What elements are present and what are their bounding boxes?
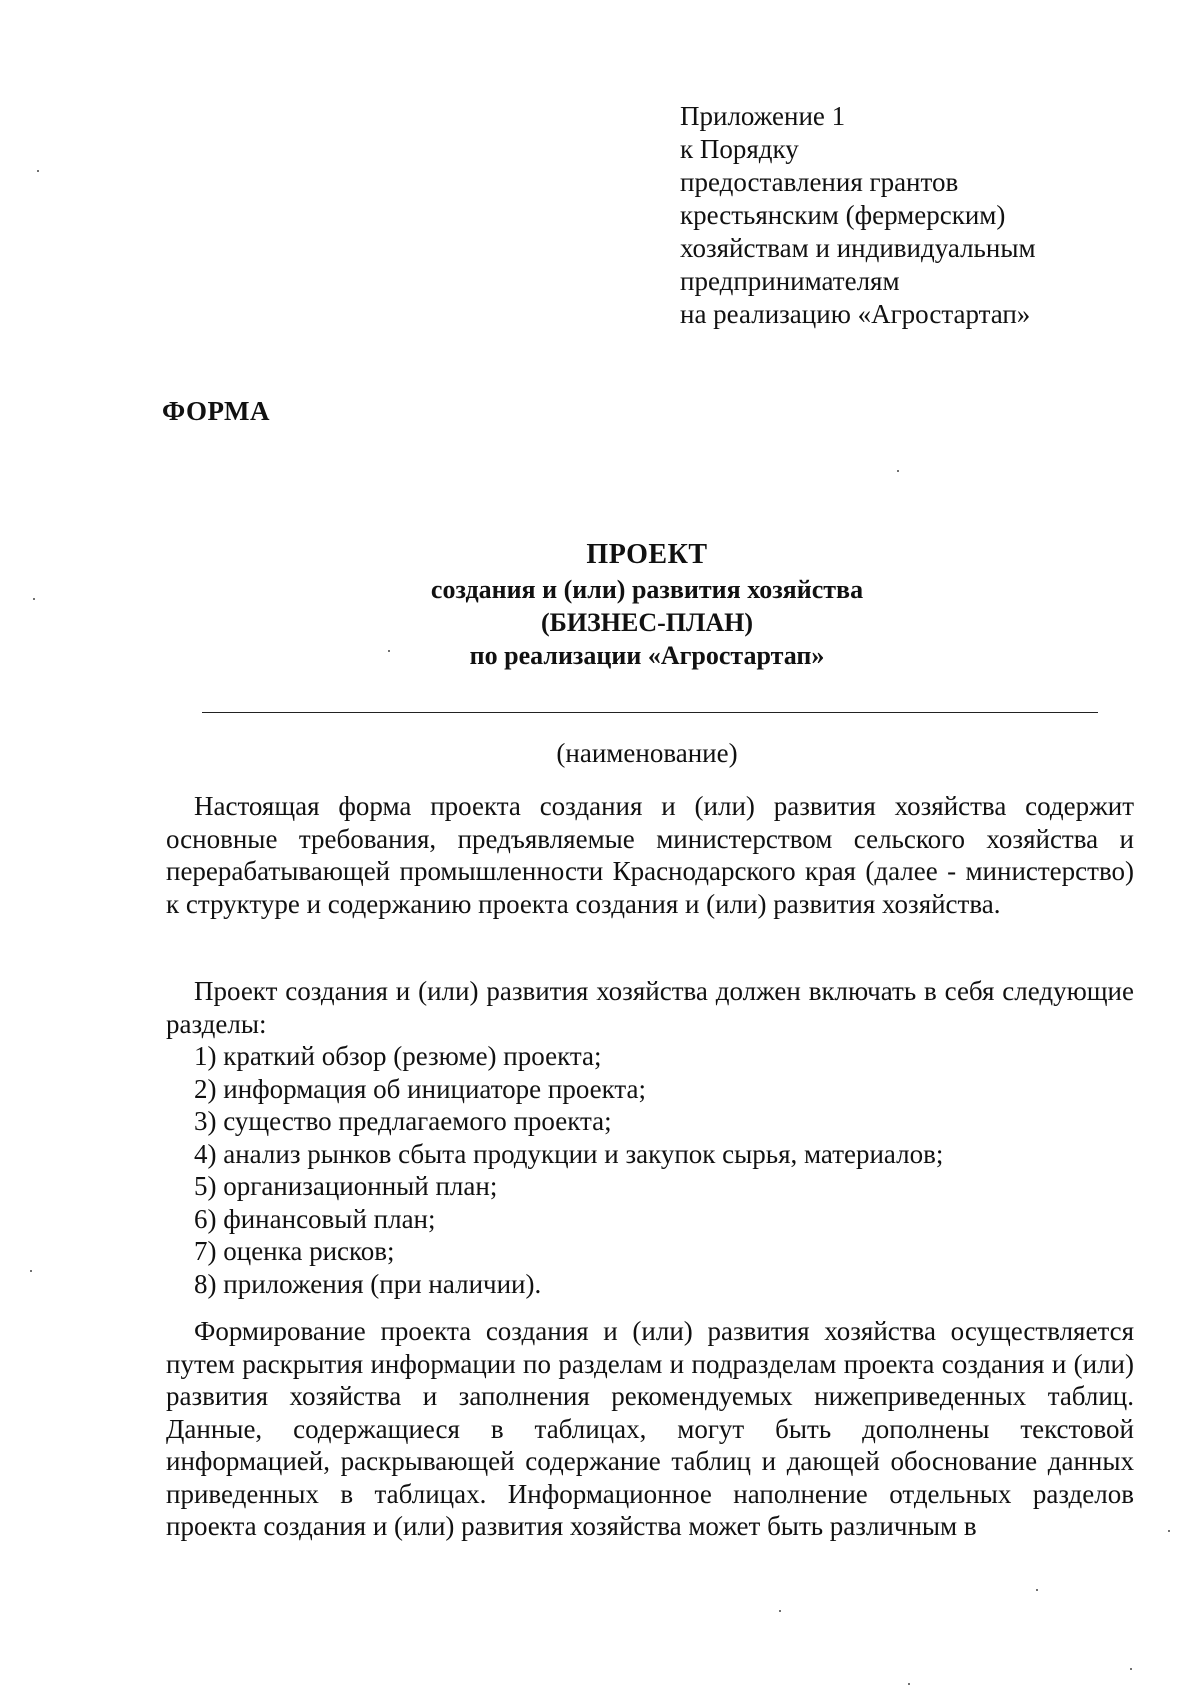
sections-list [194, 1040, 943, 1300]
scan-speck [908, 1683, 910, 1685]
list-item: 5) организационный план; [194, 1171, 498, 1201]
form-label: ФОРМА [162, 396, 270, 426]
scan-speck [1130, 1668, 1132, 1670]
list-item: 7) оценка рисков; [194, 1236, 395, 1266]
formation-paragraph: Формирование проекта создания и (или) развития хозяйства осуществляется путем раскрытия информации по разделам и подразделам проекта создания и (или) развития хозяйства и заполнения рекомендуемых нижеприведенных таблиц. Данные, содержащиеся в таблицах, могут быть дополнены текстовой информацией, раскрывающей содержание таблиц и дающей обоснование данных приведенных в таблицах. Информационное наполнение отдельных разделов проекта создания и (или) развития хозяйства может быть различным в [166, 1316, 1134, 1541]
scan-speck [779, 1610, 781, 1612]
appendix-line: к Порядку [680, 134, 799, 164]
title-line: (БИЗНЕС-ПЛАН) [540, 608, 754, 637]
appendix-line: Приложение 1 [680, 101, 846, 131]
appendix-line: крестьянским (фермерским) [680, 200, 1006, 230]
scan-speck [30, 1270, 32, 1272]
scan-speck [1036, 1589, 1038, 1591]
appendix-line: предоставления грантов [680, 167, 959, 197]
list-item: 3) существо предлагаемого проекта; [194, 1106, 612, 1136]
name-blank-line [202, 712, 1098, 713]
list-item: 8) приложения (при наличии). [194, 1268, 542, 1299]
list-item: 4) анализ рынков сбыта продукции и закупок сырья, материалов; [194, 1138, 944, 1169]
scan-speck [1168, 1530, 1170, 1532]
intro-paragraph: Настоящая форма проекта создания и (или) развития хозяйства содержит основные требования, предъявляемые министерством сельского хозяйства и перерабатывающей промышленности Краснодарского края (далее - министерство) к структуре и содержанию проекта создания и (или) развития хозяйства. [166, 791, 1134, 919]
appendix-line: предпринимателям [680, 266, 900, 296]
scan-speck [33, 598, 35, 600]
title-line: создания и (или) развития хозяйства [430, 575, 864, 604]
title-line: по реализации «Агростартап» [469, 641, 825, 670]
document-title [162, 537, 1132, 672]
list-item: 2) информация об инициаторе проекта; [194, 1073, 647, 1104]
appendix-line: хозяйствам и индивидуальным [680, 233, 1036, 263]
appendix-line: на реализацию «Агростартап» [680, 299, 1031, 329]
title-main: ПРОЕКТ [586, 539, 708, 570]
sections-intro-paragraph: Проект создания и (или) развития хозяйства должен включать в себя следующие разделы: [166, 976, 1134, 1039]
appendix-reference [680, 100, 1160, 331]
list-item: 1) краткий обзор (резюме) проекта; [194, 1041, 602, 1071]
list-item: 6) финансовый план; [194, 1203, 436, 1234]
scan-speck [388, 650, 390, 652]
scan-speck [37, 170, 39, 172]
scan-speck [897, 470, 899, 472]
name-caption: (наименование) [556, 738, 738, 768]
